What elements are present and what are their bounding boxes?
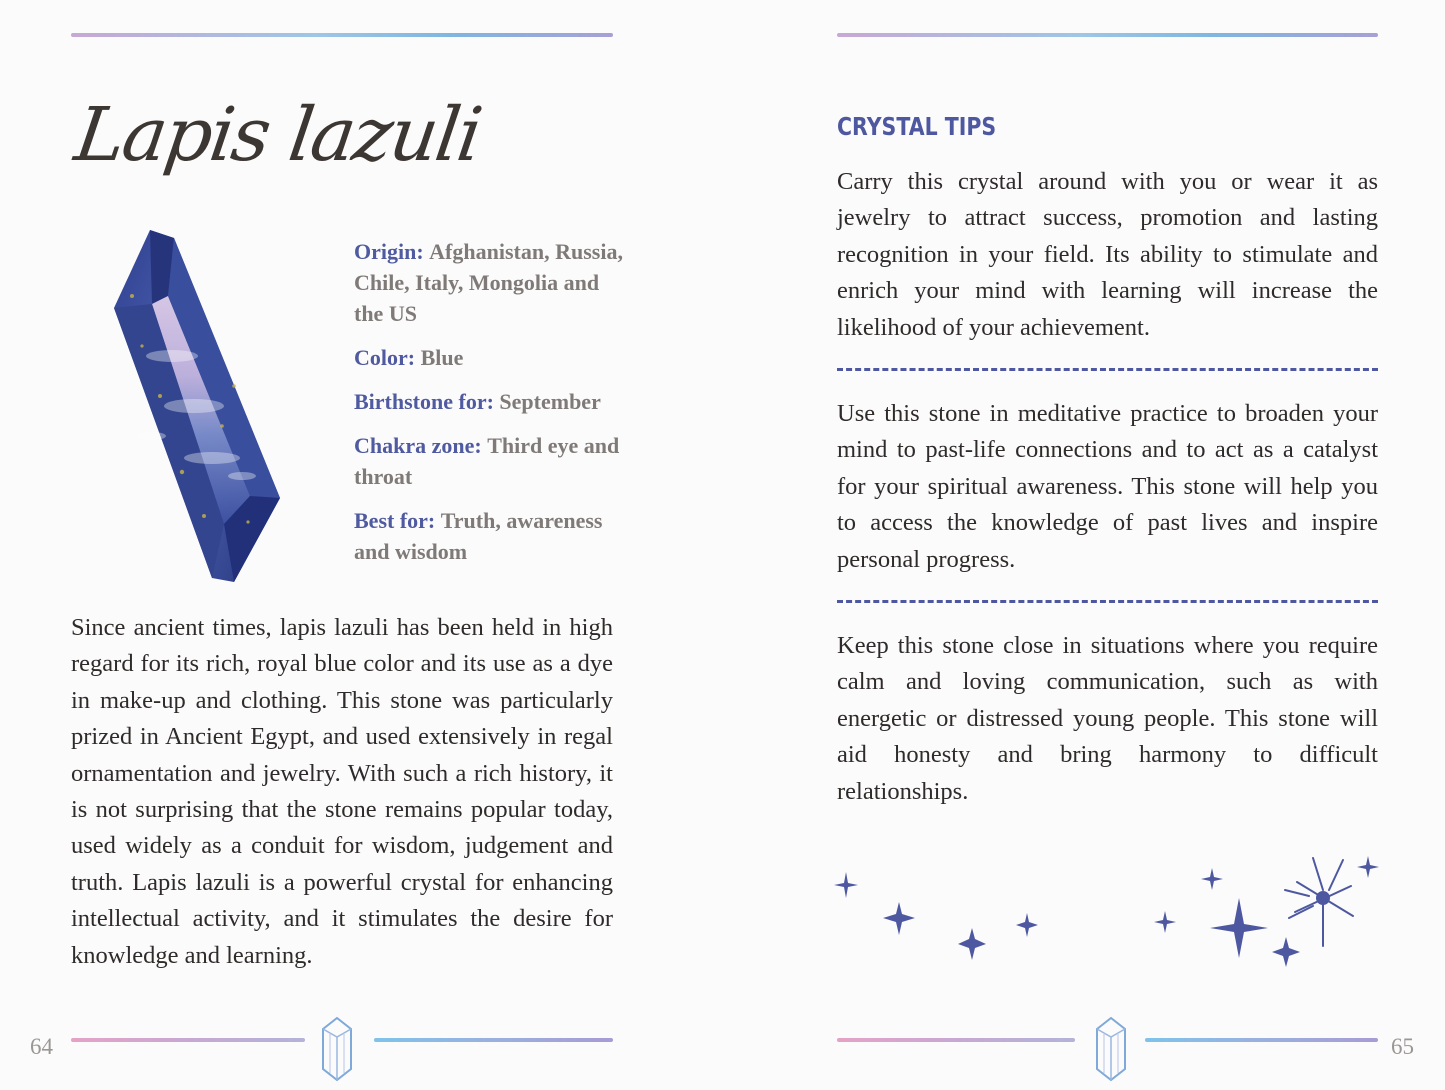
fact-value: Afghanistan, Russia, Chile, Italy, Mongolia and the US — [354, 239, 623, 326]
fact-chakra-zone — [354, 430, 624, 492]
top-decorative-bar — [837, 33, 1378, 37]
fact-label: Best for: — [354, 508, 436, 533]
fact-label: Origin: — [354, 239, 424, 264]
fact-value: September — [499, 389, 601, 414]
right-page — [723, 0, 1445, 1090]
crystal-illustration — [112, 226, 284, 586]
footer-bar-right — [1145, 1038, 1378, 1042]
footer-bar-left — [71, 1038, 305, 1042]
dashed-divider — [837, 600, 1378, 603]
page-number: 64 — [30, 1034, 53, 1059]
footer-bar-right — [374, 1038, 613, 1042]
fact-origin — [354, 236, 624, 329]
tip-paragraph: Use this stone in meditative practice to broaden your mind to past-life connections and to act as a catalyst for your spiritual awareness. This stone will help you to access the knowledge of past lives and inspire personal progress. — [837, 400, 1378, 573]
tip-paragraph: Carry this crystal around with you or wear it as jewelry to attract success, promotion and lasting recognition in your field. Its ability to stimulate and enrich your mind with learning will increase the likelihood of your achievement. — [837, 168, 1378, 341]
page-number: 65 — [1391, 1034, 1414, 1059]
dashed-divider — [837, 368, 1378, 371]
fact-value: Blue — [420, 345, 464, 370]
fact-birthstone — [354, 386, 624, 417]
fact-color — [354, 342, 624, 373]
left-page — [0, 0, 722, 1090]
fact-label: Birthstone for: — [354, 389, 494, 414]
fact-value: Third eye and throat — [354, 433, 620, 489]
sparkle-stars — [823, 850, 1393, 980]
fact-label: Color: — [354, 345, 416, 370]
crystal-facts — [354, 236, 624, 580]
footer-crystal-icon — [1094, 1015, 1128, 1083]
fact-value: Truth, awareness and wisdom — [354, 508, 603, 564]
tip-paragraph: Keep this stone close in situations where you require calm and loving communication, such as with energetic or distressed young people. This stone will aid honesty and bring harmony to difficult relationships. — [837, 632, 1378, 805]
fact-best-for — [354, 505, 624, 567]
footer-bar-left — [837, 1038, 1075, 1042]
page-title: Lapis lazuli — [70, 92, 486, 178]
top-decorative-bar — [71, 33, 613, 37]
fact-label: Chakra zone: — [354, 433, 482, 458]
description-paragraph: Since ancient times, lapis lazuli has been held in high regard for its rich, royal blue color and its use as a dye in make-up and clothing. This stone was particularly prized in Ancient Egypt, and used extensively in regal ornamentation and jewelry. With such a rich history, it is not surprising that the stone remains popular today, used widely as a conduit for wisdom, judgement and truth. Lapis lazuli is a powerful crystal for enhancing intellectual activity, and it stimulates the desire for knowledge and learning. — [71, 614, 613, 969]
footer-crystal-icon — [320, 1015, 354, 1083]
crystal-tips-heading: CRYSTAL TIPS — [837, 112, 997, 141]
